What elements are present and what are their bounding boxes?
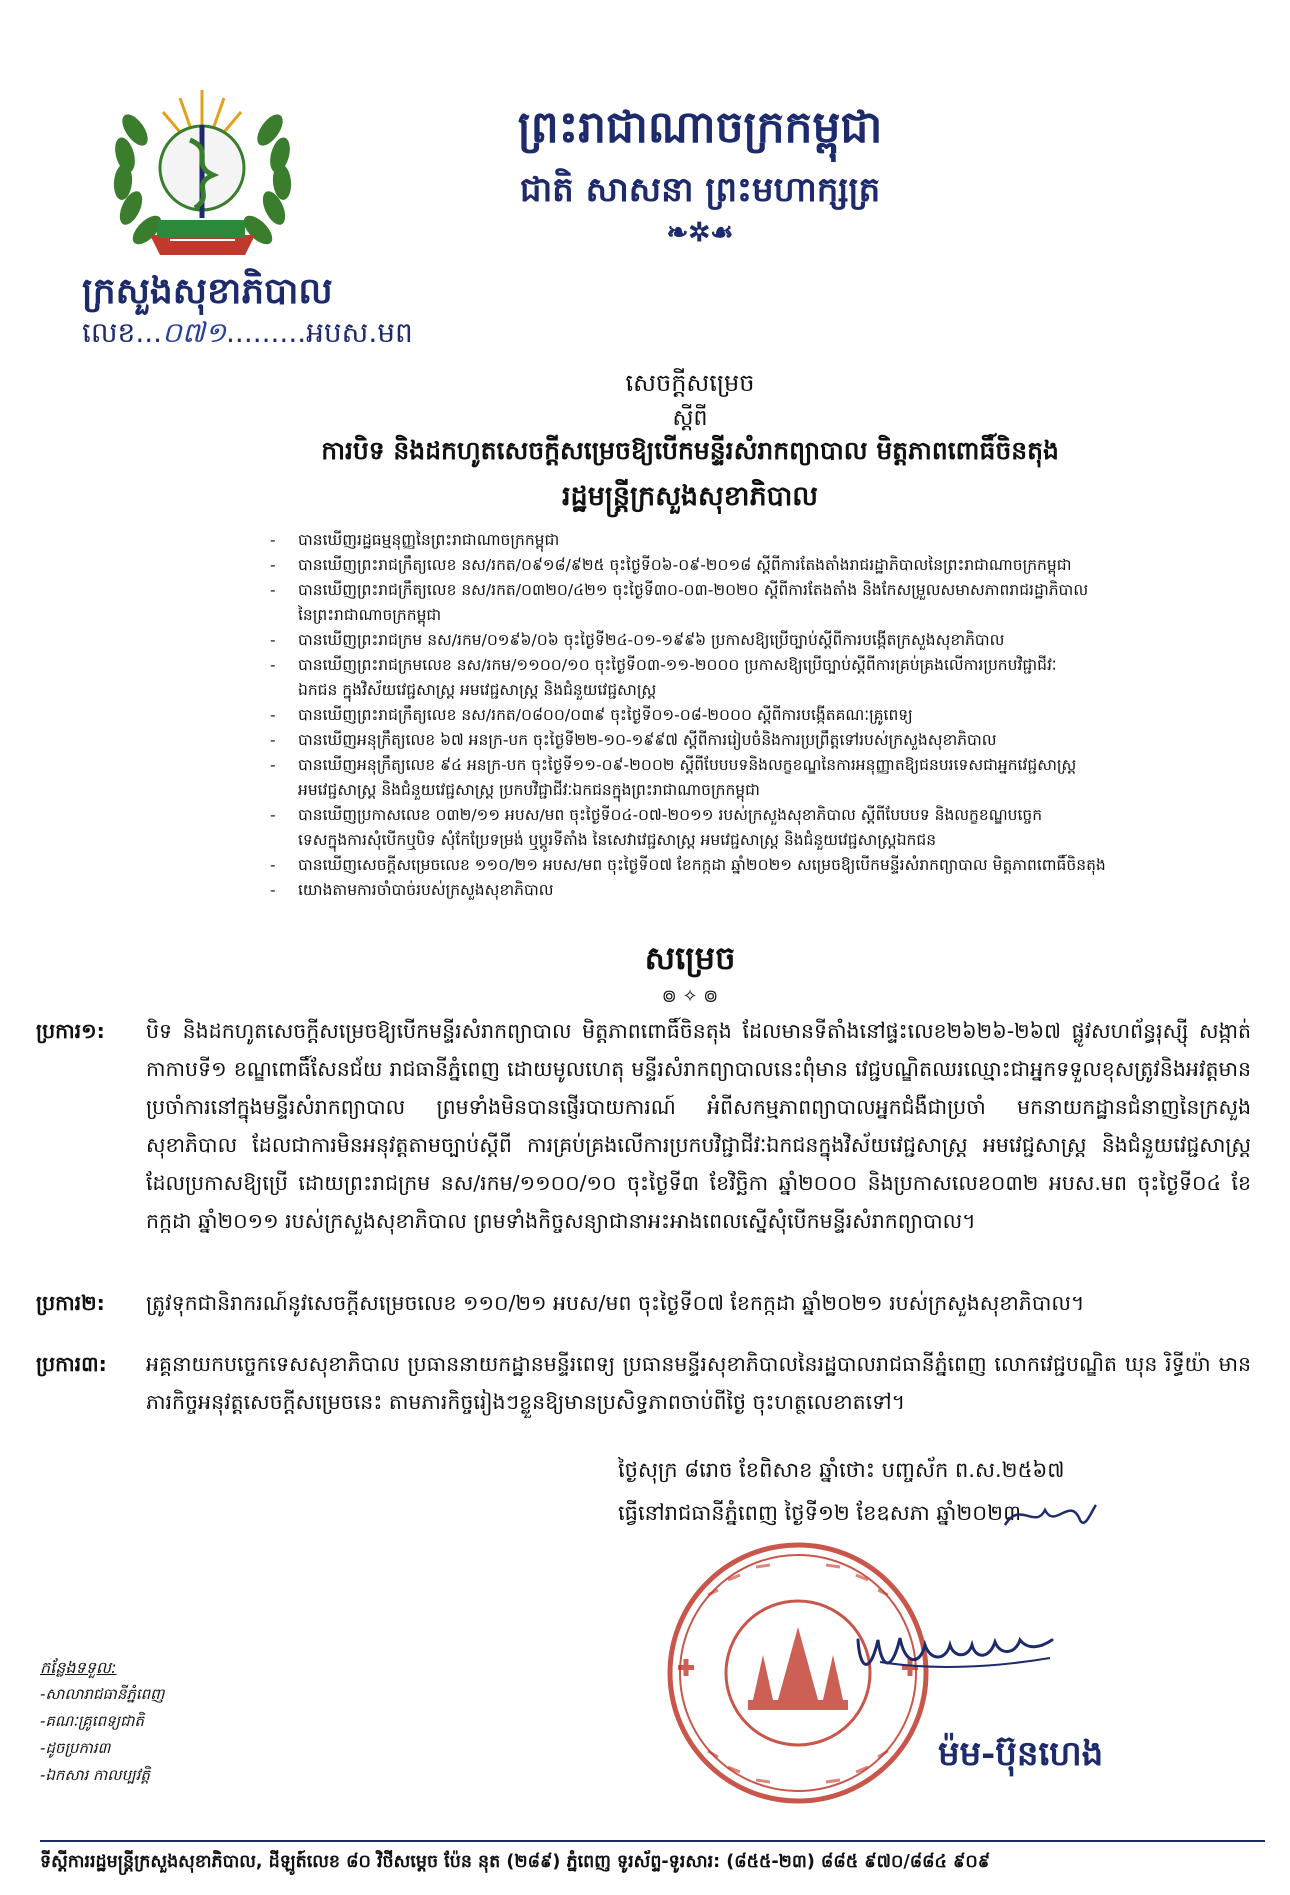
list-item: -សាលារាជធានីភ្នំពេញ: [40, 1685, 165, 1703]
list-item: - បានឃើញព្រះរាជក្រមលេខ នស/រកម/១១០០/១០ ចុះថ្ងៃទី០៣-១១-២០០០ ប្រកាសឱ្យប្រើច្បាប់ស្តីពីការគ្រប់គ្រងលើការប្រកបវិជ្ជាជីវៈ: [270, 656, 1057, 674]
header-ornament: ❧✲☙: [666, 218, 734, 248]
list-item: -ដូចប្រការ៣: [40, 1739, 111, 1757]
kingdom-heading: ព្រះរាជាណាចក្រកម្ពុជា: [517, 102, 883, 153]
reference-number: លេខ...០៧១.........អបស.មព: [82, 316, 413, 349]
article-text: បិទ និងដកហូតសេចក្តីសម្រេចឱ្យបើកមន្ទីរសំរាកព្យាបាល មិត្តភាពពោធិ៍ចិនតុង ដែលមានទីតាំងនៅផ្ទះលេខ២៦២៦-២៦៧ ផ្លូវសហព័ន្ធរុស្ស៊ី សង្កាត់កាកាបទី១ ខណ្ឌពោធិ៍សែនជ័យ រាជធានីភ្នំពេញ ដោយមូលហេតុ មន្ទីរសំរាកព្យាបាលនេះពុំមាន វេជ្ជបណ្ឌិតឈរឈ្មោះជាអ្នកទទួលខុសត្រូវនិងអវត្តមានប្រចាំការនៅក្នុងមន្ទីរសំរាកព្យាបាល ព្រមទាំងមិនបានផ្ញើរបាយការណ៍ អំពីសកម្មភាពព្យាបាលអ្នកជំងឺជាប្រចាំ មកនាយកដ្ឋានជំនាញនៃក្រសួងសុខាភិបាល ដែលជាការមិនអនុវត្តតាមច្បាប់ស្តីពី ការគ្រប់គ្រងលើការប្រកបវិជ្ជាជីវៈឯកជនក្នុងវិស័យវេជ្ជសាស្ត្រ អមវេជ្ជសាស្ត្រ និងជំនួយវេជ្ជសាស្ត្រ ដែលប្រកាសឱ្យប្រើ ដោយព្រះរាជក្រម នស/រកម/១១០០/១០ ចុះថ្ងៃទី៣ ខែវិច្ឆិកា ឆ្នាំ២០០០ និងប្រកាសលេខ០៣២ អបស.មព ចុះថ្ងៃទី០៤ ខែ កក្កដា ឆ្នាំ២០១១ របស់ក្រសួងសុខាភិបាល ព្រមទាំងកិច្ចសន្យាជានាអះអាងពេលស្នើសុំបើកមន្ទីរសំរាកព្យាបាល។: [146, 1019, 1251, 1233]
footer-divider: [40, 1840, 1265, 1842]
list-item: - បានឃើញព្រះរាជក្រឹត្យលេខ នស/រកត/០៨០០/០៣៩ ចុះថ្ងៃទី០១-០៨-២០០០ ស្តីពីការបង្កើតគណៈគ្រូពេទ្យ: [270, 706, 913, 724]
doc-title-about: ស្តីពី: [672, 406, 708, 431]
list-item: - បានឃើញសេចក្តីសម្រេចលេខ ១១០/២១ អបស/មព ចុះថ្ងៃទី០៧ ខែកក្កដា ឆ្នាំ២០២១ សម្រេចឱ្យបើកមន្ទីរសំរាកព្យាបាល មិត្តភាពពោធិ៍ចិនតុង: [270, 856, 1106, 874]
ref-prefix: លេខ: [82, 316, 136, 349]
list-item: - បានឃើញអនុក្រឹត្យលេខ ៦៧ អនក្រ-បក ចុះថ្ងៃទី២២-១០-១៩៩៧ ស្តីពីការរៀបចំនិងការប្រព្រឹត្តទៅរបស់ក្រសួងសុខាភិបាល: [270, 731, 997, 749]
list-item: អមវេជ្ជសាស្ត្រ និងជំនួយវេជ្ជសាស្ត្រ ប្រកបវិជ្ជាជីវៈឯកជនក្នុងព្រះរាជាណាចក្រកម្ពុជា: [298, 781, 760, 799]
list-item: - បានឃើញព្រះរាជក្រឹត្យលេខ នស/រកត/០៩១៨/៩២៥ ចុះថ្ងៃទី០៦-០៩-២០១៨ ស្តីពីការតែងតាំងរាជរដ្ឋាភិបាលនៃព្រះរាជាណាចក្រកម្ពុជា: [270, 556, 1072, 574]
list-item: ទេសក្នុងការសុំបើកឬបិទ សុំកែប្រែទម្រង់ ឬប្តូរទីតាំង នៃសេវាវេជ្ជសាស្ត្រ អមវេជ្ជសាស្ត្រ និងជំនួយវេជ្ជសាស្ត្រឯកជន: [298, 831, 937, 849]
list-item: នៃព្រះរាជាណាចក្រកម្ពុជា: [298, 606, 442, 624]
list-item: - យោងតាមការចាំបាច់របស់ក្រសួងសុខាភិបាល: [270, 881, 554, 899]
recipients: [40, 1654, 164, 1789]
ref-suffix: អបស.មព: [306, 316, 413, 349]
list-item: -ឯកសារ កាលប្បវត្តិ: [40, 1766, 150, 1784]
list-item: ឯកជន ក្នុងវិស័យវេជ្ជសាស្ត្រ អមវេជ្ជសាស្ត្រ និងជំនួយវេជ្ជសាស្ត្រ: [298, 681, 657, 699]
article-text: ត្រូវទុកជានិរាករណ៍នូវសេចក្តីសម្រេចលេខ ១១០/២១ អបស/មព ចុះថ្ងៃទី០៧ ខែកក្កដា ឆ្នាំ២០២១ របស់ក្រសួងសុខាភិបាល។: [146, 1291, 1085, 1315]
decision-heading: សម្រេច: [644, 939, 736, 977]
article-label: ប្រការ១:: [36, 1019, 105, 1043]
article-3: [36, 1345, 1251, 1421]
list-item: - បានឃើញប្រកាសលេខ ០៣២/១១ អបស/មព ចុះថ្ងៃទី០៤-០៧-២០១១ របស់ក្រសួងសុខាភិបាល ស្តីពីបែបបទ និងលក្ខខណ្ឌបច្ចេក: [270, 806, 1043, 824]
signature: [850, 1600, 1060, 1690]
decision-ornament: ៙ ✧ ៙: [661, 986, 719, 1007]
handwritten-initials: [1000, 1490, 1100, 1540]
list-item: - បានឃើញអនុក្រឹត្យលេខ ៩៤ អនក្រ-បក ចុះថ្ងៃទី១១-០៩-២០០២ ស្តីពីបែបបទនិងលក្ខខណ្ឌនៃការអនុញ្ញាតឱ្យជនបរទេសជាអ្នកវេជ្ជសាស្ត្រ: [270, 756, 1077, 774]
doc-title: សេចក្តីសម្រេច: [625, 369, 755, 397]
signatory-name: ម៉ម-ប៊ុនហេង: [938, 1734, 1104, 1774]
national-motto: ជាតិ សាសនា ព្រះមហាក្សត្រ: [519, 170, 881, 210]
list-item: -គណៈគ្រូពេទ្យជាតិ: [40, 1712, 144, 1730]
article-text: អគ្គនាយកបច្ចេកទេសសុខាភិបាល ប្រធាននាយកដ្ឋានមន្ទីរពេទ្យ ប្រធានមន្ទីរសុខាភិបាលនៃរដ្ឋបាលរាជធានីភ្នំពេញ លោកវេជ្ជបណ្ឌិត ឃុន រិទ្ធីយ៉ា មានភារកិច្ចអនុវត្តសេចក្តីសម្រេចនេះ តាមភារកិច្ចរៀងៗខ្លួនឱ្យមានប្រសិទ្ធភាពចាប់ពីថ្ងៃ ចុះហត្ថលេខាតទៅ។: [146, 1352, 1251, 1414]
ministry-logo: [95, 70, 310, 275]
list-item: - បានឃើញព្រះរាជក្រឹត្យលេខ នស/រកត/០៣២០/៤២១ ចុះថ្ងៃទី៣០-០៣-២០២០ ស្តីពីការតែងតាំង និងកែសម្រួលសមាសភាពរាជរដ្ឋាភិបាល: [270, 581, 1089, 599]
footer-address: ទីស្តីការរដ្ឋមន្ត្រីក្រសួងសុខាភិបាល, ដីឡូត៍លេខ ៨០ វិថីសម្តេច ប៉ែន នុត (២៨៩) ភ្នំពេញ ទូរស័ព្ទ-ទូរសារ: (៨៥៥-២៣) ៨៨៥ ៩៧០/៨៨៤ ៩០៩: [40, 1852, 991, 1872]
lunar-date: ថ្ងៃសុក្រ ៨រោច ខែពិសាខ ឆ្នាំថោះ បញ្ចស័ក ព.ស.២៥៦៧: [618, 1458, 1065, 1482]
done-at-date: ធ្វើនៅរាជធានីភ្នំពេញ ថ្ងៃទី១២ ខែឧសភា ឆ្នាំ២០២៣: [618, 1501, 1022, 1525]
recipients-heading: កន្លែងទទួល:: [40, 1658, 117, 1677]
issuing-authority: រដ្ឋមន្ត្រីក្រសួងសុខាភិបាល: [561, 481, 819, 512]
article-label: ប្រការ៣:: [36, 1352, 107, 1376]
article-2: [36, 1284, 1251, 1322]
list-item: - បានឃើញព្រះរាជក្រម នស/រកម/០១៩៦/០៦ ចុះថ្ងៃទី២៤-០១-១៩៩៦ ប្រកាសឱ្យប្រើច្បាប់ស្តីពីការបង្កើតក្រសួងសុខាភិបាល: [270, 631, 1005, 649]
article-label: ប្រការ២:: [36, 1291, 105, 1315]
legal-basis-list: [270, 528, 1230, 903]
ref-number: ០៧១: [162, 316, 227, 349]
article-1: [36, 1012, 1251, 1240]
ministry-name: ក្រសួងសុខាភិបាល: [82, 270, 333, 312]
list-item: - បានឃើញរដ្ឋធម្មនុញ្ញនៃព្រះរាជាណាចក្រកម្ពុជា: [270, 531, 560, 549]
doc-subject: ការបិទ និងដកហូតសេចក្តីសម្រេចឱ្យបើកមន្ទីរសំរាកព្យាបាល មិត្តភាពពោធិ៍ចិនតុង: [321, 436, 1059, 465]
